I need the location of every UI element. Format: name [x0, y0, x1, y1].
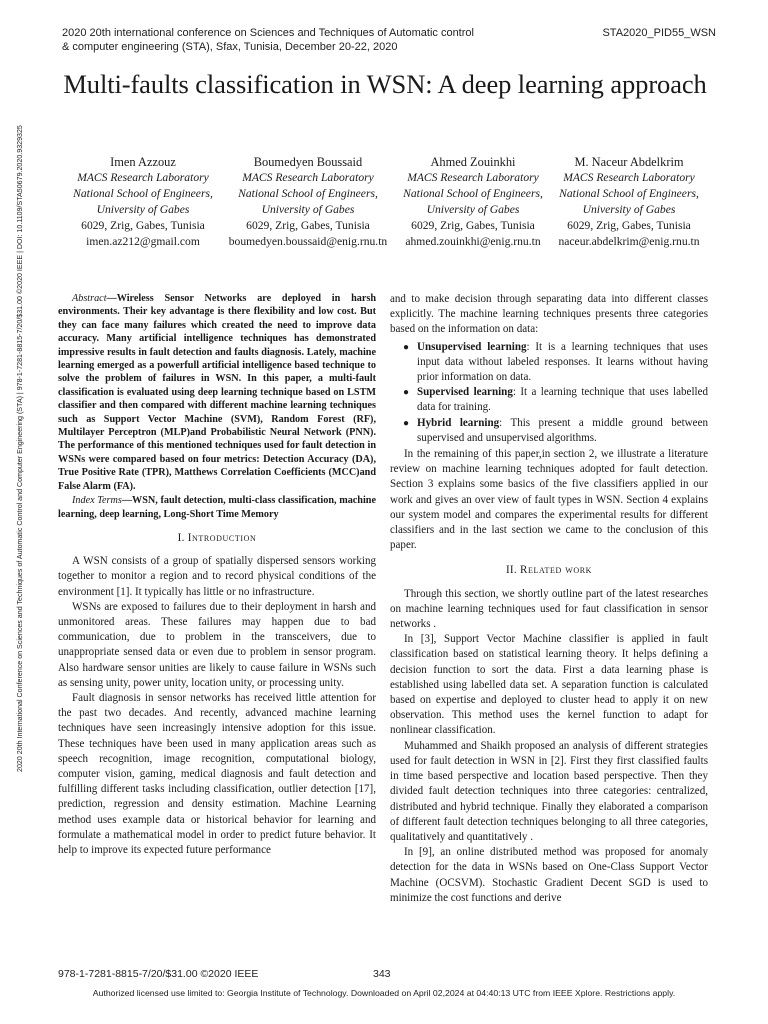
list-item-term: Hybrid learning	[417, 416, 500, 429]
list-item-term: Supervised learning	[417, 386, 513, 399]
page-number: 343	[373, 968, 391, 980]
list-item-term: Unsupervised learning	[417, 340, 527, 353]
author-name: Boumedyen Boussaid	[253, 155, 363, 169]
section-title: Introduction	[187, 531, 257, 544]
author-email[interactable]: naceur.abdelkrim@enig.rnu.tn	[558, 235, 700, 248]
paragraph: In [9], an online distributed method was proposed for anomaly detection for the data in WSNs based on One-Class Support Vector Machine (OCSVM). Stochastic Gradient Decent SGD is used to minimize the cost functions and derive	[390, 846, 708, 904]
learning-categories-list	[390, 340, 708, 446]
author-school: National School of Engineers,	[559, 187, 699, 200]
paragraph: and to make decision through separating data into different classes explicitly. The machine learning techniques presents three categories based on the information on data:	[390, 293, 708, 336]
author-lab: MACS Research Laboratory	[407, 171, 539, 184]
conference-header: 2020 20th international conference on Sciences and Techniques of Automatic control & computer engineering (STA), Sfax, Tunisia, December 20-22, 2020	[62, 27, 474, 53]
section-number: II.	[505, 564, 517, 577]
author-address: 6029, Zrig, Gabes, Tunisia	[567, 219, 691, 232]
author-name: Ahmed Zouinkhi	[430, 155, 516, 169]
index-terms	[58, 494, 376, 521]
author-lab: MACS Research Laboratory	[563, 171, 695, 184]
author-university: University of Gabes	[261, 203, 355, 216]
side-note	[8, 72, 22, 772]
paragraph: In [3], Support Vector Machine classifier is applied in fault classification based on statistical learning theory. It helps defining a decision function to sort the data. First a data learning phase is established using labelled data set. A separation function is calculated based on expertise and deployed to cluster head to apply it on new observation. This method uses the kernel function to adapt for nonlinear classification.	[390, 633, 708, 737]
author-2	[223, 154, 393, 250]
section-heading-introduction	[58, 531, 376, 546]
author-name: M. Naceur Abdelkrim	[574, 155, 684, 169]
author-lab: MACS Research Laboratory	[77, 171, 209, 184]
author-school: National School of Engineers,	[238, 187, 378, 200]
index-terms-text: —WSN, fault detection, multi-class classification, machine learning, deep learning, Long-Short Time Memory	[58, 495, 376, 520]
right-column	[390, 292, 708, 906]
author-address: 6029, Zrig, Gabes, Tunisia	[81, 219, 205, 232]
author-email[interactable]: ahmed.zouinkhi@enig.rnu.tn	[405, 235, 541, 248]
author-university: University of Gabes	[426, 203, 520, 216]
abstract-text: —Wireless Sensor Networks are deployed in harsh environments. Their key advantage is there flexibility and low cost. But they can face many failures which created the need to improve data accuracy. Many artificial intelligence techniques has demonstrated impressive results in fault detection and faults diagnosis. Lately, machine learning emerged as a powerfull artificial intelligence based technique to solve the problem of failures in WSN. In this paper, a multi-fault classification is evaluated using deep learning technique based on LSTM classifier and then compared with different machine learning techniques such as Support Vector Machine (SVM), Random Forest (RF), Multilayer Perceptron (MLP)and Probabilistic Neural Network (PNN). The performance of this mentioned techniques used for fault detection in WSNs were compared based on four metrics: Detection Accuracy (DA), True Positive Rate (TPR), Matthews Correlation Coefficients (MCC)and False Alarm (FA).	[58, 293, 376, 492]
abstract-lead: Abstract	[72, 293, 107, 304]
author-4	[544, 154, 714, 250]
list-item-text: : This present a middle ground between supervised and unsupervised algorithms.	[417, 416, 708, 444]
section-heading-related-work	[390, 563, 708, 578]
bullet-icon: ●	[403, 417, 410, 429]
author-email[interactable]: imen.az212@gmail.com	[86, 235, 200, 248]
left-column	[58, 292, 376, 858]
author-3	[388, 154, 558, 250]
author-lab: MACS Research Laboratory	[242, 171, 374, 184]
paragraph: In the remaining of this paper,in section 2, we illustrate a literature review on machine learning techniques adopted for fault detection. Section 3 explains some basics of the five classifiers applied in our work and gives an over view of fault types in WSN. Section 4 explains our system model and compares the experimental results for different classifiers and in the last section we came to the conclusion of this paper.	[390, 448, 708, 552]
list-item-text: : It is a learning techniques that uses input data without labeled responses. It learns without having prior information on data.	[417, 340, 708, 384]
author-university: University of Gabes	[96, 203, 190, 216]
author-address: 6029, Zrig, Gabes, Tunisia	[246, 219, 370, 232]
index-terms-lead: Index Terms	[72, 495, 122, 507]
paragraph: Through this section, we shortly outline part of the latest researches on machine learning techniques used for faut classification in sensor networks .	[390, 587, 708, 631]
author-address: 6029, Zrig, Gabes, Tunisia	[411, 219, 535, 232]
list-item	[390, 385, 708, 415]
paper-id: STA2020_PID55_WSN	[602, 27, 716, 39]
paper-title: Multi-faults classification in WSN: A deep learning approach	[63, 69, 707, 99]
paragraph: Fault diagnosis in sensor networks has received little attention for the past two decades. And recently, advanced machine learning techniques have seen increasingly intensive adoption for this issue. These techniques have been used in many application areas such as speech recognition, image recognition, computational biology, computer vision, gaming, medical diagnosis and fault detection and fulfilling different tasks including classification, outlier detection [17], prediction, regression and density estimation. Machine Learning method uses example data or historical behavior for learning and formulate a mathematical model in order to predict future behavior. It help to improve its expected future performance	[58, 691, 376, 856]
author-school: National School of Engineers,	[403, 187, 543, 200]
bullet-icon: ●	[403, 341, 410, 353]
section-number: I.	[177, 531, 185, 544]
paragraph: WSNs are exposed to failures due to their deployment in harsh and unmonitored areas. These failures may happen due to bad communication, due to problem in the transceivers, due to unappropriate sensed data or even due to problem in sensor program. Also hardware sensor unities are likely to cause failure in WSNs such as sensing unity, power unity, location unity, or processing unity.	[58, 600, 376, 689]
author-school: National School of Engineers,	[73, 187, 213, 200]
section-title: Related work	[520, 564, 593, 577]
paragraph: A WSN consists of a group of spatially dispersed sensors working together to monitor a region and to record physical conditions of the environment [1]. It typically has little or no infrastructure.	[58, 555, 376, 598]
author-university: University of Gabes	[582, 203, 676, 216]
author-name: Imen Azzouz	[110, 155, 176, 169]
side-note-text: 2020 20th International Conference on Sciences and Techniques of Automatic Control and Computer Engineering (STA) | 978-1-7281-8815-7/20/$31.00 ©2020 IEEE | DOI: 10.1109/STA50679.2020.9329325	[16, 125, 24, 772]
abstract	[58, 292, 376, 493]
paragraph: Muhammed and Shaikh proposed an analysis of different strategies used for fault detection in WSN in [2]. First they first classified faults in time based perspective and location based perspective. Then they divided fault detection techniques into three categories: centralized, distributed and hybrid technique. Finally they elaborated a comparison of different fault detection techniques belonging to all three categories, qualitatively and quantitatively .	[390, 739, 708, 843]
list-item	[390, 416, 708, 446]
list-item	[390, 340, 708, 386]
bullet-icon: ●	[403, 387, 410, 399]
license-notice: Authorized licensed use limited to: Georgia Institute of Technology. Downloaded on April 02,2024 at 04:40:13 UTC from IEEE Xplore. Restrictions apply.	[92, 988, 676, 998]
author-email[interactable]: boumedyen.boussaid@enig.rnu.tn	[228, 235, 388, 248]
author-1	[58, 154, 228, 250]
list-item-text: : It a learning technique that uses labelled data for training.	[417, 386, 709, 414]
isbn-footer: 978-1-7281-8815-7/20/$31.00 ©2020 IEEE	[58, 968, 259, 980]
